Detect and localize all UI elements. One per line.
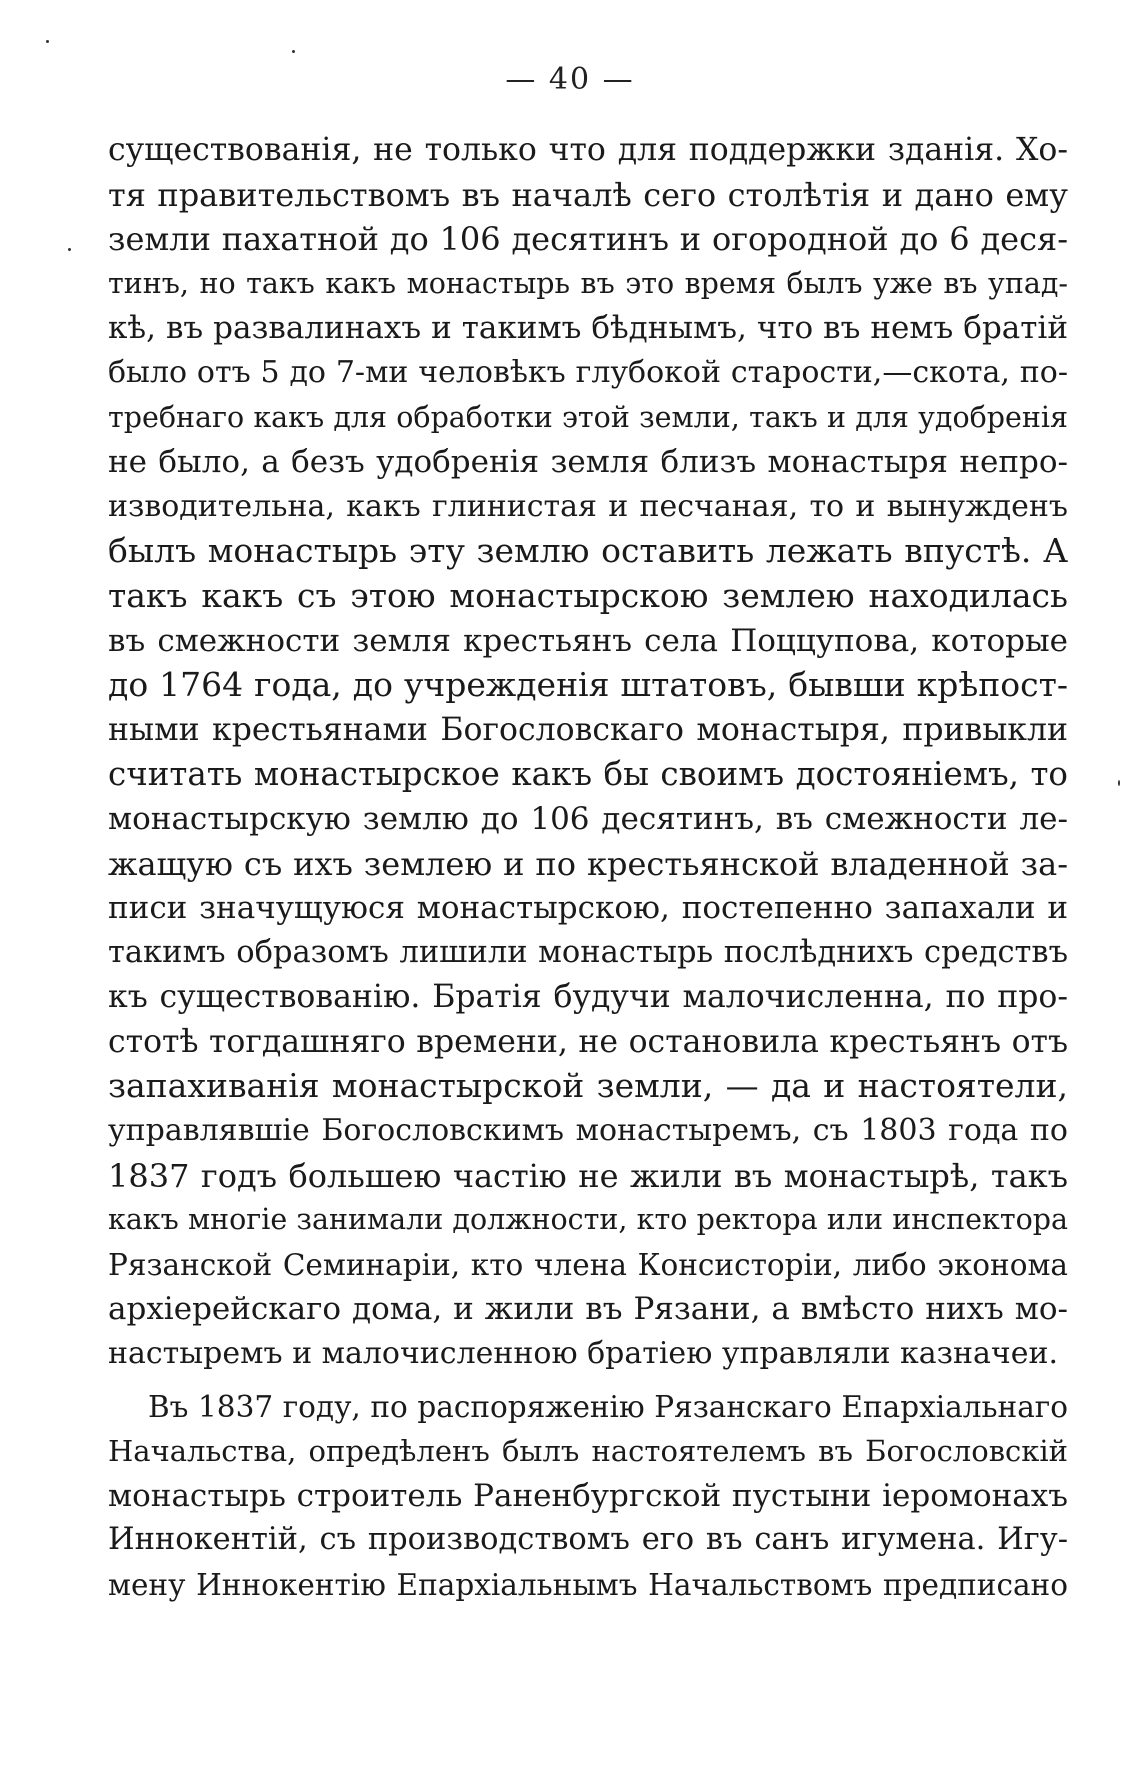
text-line: такъ какъ съ этою монастырскою землею находилась	[108, 575, 1068, 615]
text-line: существованія, не только что для поддержки зданія. Хо-	[108, 132, 1068, 168]
text-line: къ существованію. Братія будучи малочисленна, по про-	[108, 979, 1068, 1016]
text-line: архіерейскаго дома, и жили въ Рязани, а вмѣсто нихъ мо-	[108, 1291, 1068, 1328]
text-line: былъ монастырь эту землю оставить лежать впустѣ. А	[108, 531, 1068, 571]
text-line: жащую съ ихъ землею и по крестьянской владенной за-	[108, 844, 1068, 883]
print-speck	[46, 40, 49, 43]
text-line: тя правительствомъ въ началѣ сего столѣтія и дано ему	[108, 175, 1068, 214]
text-line: Рязанской Семинаріи, кто члена Консисторіи, либо эконома	[108, 1247, 1068, 1282]
text-line: не было, а безъ удобренія земля близъ монастыря непро-	[108, 444, 1068, 481]
text-line: мену Иннокентію Епархіальнымъ Начальствомъ предписано	[108, 1568, 1068, 1602]
text-line: какъ многіе занимали должности, кто ректора или инспектора	[108, 1203, 1068, 1237]
text-line: запахиванія монастырской земли, — да и настоятели,	[108, 1066, 1068, 1106]
text-line: Начальства, опредѣленъ былъ настоятелемъ въ Богословскій	[108, 1434, 1068, 1469]
text-line: земли пахатной до 106 десятинъ и огородной до 6 деся-	[108, 220, 1068, 259]
text-line: было отъ 5 до 7-ми человѣкъ глубокой старости,—скота, по-	[108, 354, 1068, 390]
text-line: ными крестьянами Богословскаго монастыря, привыкли	[108, 711, 1068, 748]
text-line: требнаго какъ для обработки этой земли, такъ и для удобренія	[108, 400, 1068, 434]
text-line: Въ 1837 году, по распоряженію Рязанскаго Епархіальнаго	[148, 1389, 1068, 1424]
text-line: управлявшіе Богословскимъ монастыремъ, съ 1803 года по	[108, 1113, 1068, 1149]
text-line: тинъ, но такъ какъ монастырь въ это время былъ уже въ упад-	[108, 266, 1068, 300]
print-speck	[292, 50, 295, 53]
text-line: такимъ образомъ лишили монастырь послѣднихъ средствъ	[108, 934, 1068, 970]
paragraph-1	[108, 128, 1068, 1377]
body-text	[108, 128, 1068, 1608]
text-line: кѣ, въ развалинахъ и такимъ бѣднымъ, что въ немъ братій	[108, 310, 1068, 347]
text-line: въ смежности земля крестьянъ села Поццупова, которые	[108, 622, 1068, 659]
text-line: Иннокентій, съ производствомъ его въ санъ игумена. Игу-	[108, 1522, 1068, 1558]
text-line: писи значущуюся монастырскою, постепенно запахали и	[108, 890, 1068, 927]
text-line: до 1764 года, до учрежденія штатовъ, бывши крѣпост-	[108, 665, 1068, 705]
text-line: изводительна, какъ глинистая и песчаная, то и вынужденъ	[108, 488, 1068, 524]
text-line: монастырскую землю до 106 десятинъ, въ смежности ле-	[108, 800, 1068, 837]
text-line: стотѣ тогдашняго времени, не остановила крестьянъ отъ	[108, 1023, 1068, 1060]
print-speck	[1118, 780, 1120, 786]
text-line: монастырь строитель Раненбургской пустыни іеромонахъ	[108, 1477, 1068, 1514]
print-speck	[68, 248, 71, 251]
paragraph-2	[108, 1385, 1068, 1608]
text-line: 1837 годъ большею частію не жили въ монастырѣ, такъ	[108, 1156, 1068, 1195]
page-number: — 40 —	[505, 62, 635, 97]
text-line: считать монастырское какъ бы своимъ достояніемъ, то	[108, 755, 1068, 794]
text-line: настыремъ и малочисленною братіею управляли казначеи.	[108, 1336, 1059, 1372]
